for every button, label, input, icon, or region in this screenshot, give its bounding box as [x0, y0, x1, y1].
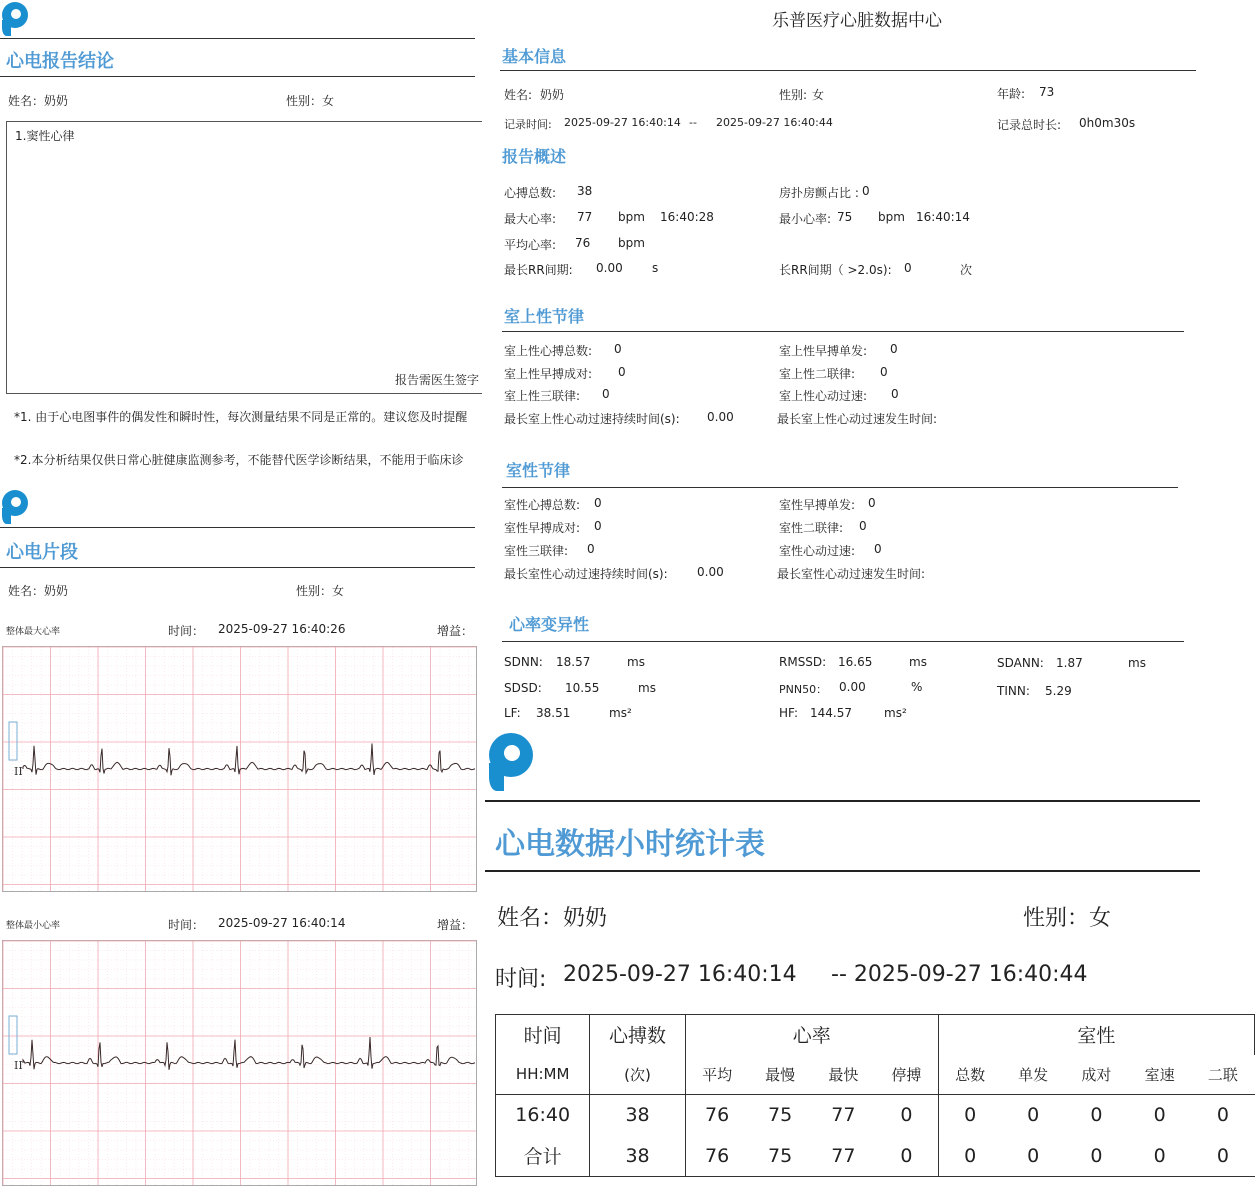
divider — [0, 38, 475, 39]
min-hr-time: 16:40:14 — [916, 210, 970, 224]
max-hr-unit: bpm — [618, 210, 645, 224]
long-rr-label: 长RR间期（ >2.0s): — [779, 263, 892, 277]
col-hr-max: 最快 — [812, 1055, 875, 1095]
strip-time-label: 时间： — [168, 918, 205, 932]
hf-unit: ms² — [884, 706, 907, 720]
record-start: 2025-09-27 16:40:14 — [564, 116, 681, 129]
cell-pause: 0 — [875, 1095, 938, 1136]
sv-total-value: 0 — [614, 342, 622, 356]
sv-single-label: 室上性早搏单发: — [779, 344, 868, 358]
cell-v-single: 0 — [1027, 1104, 1040, 1127]
report-panel — [490, 0, 1200, 720]
divider — [500, 70, 1196, 71]
sv-tachy-value: 0 — [891, 387, 899, 401]
lf-unit: ms² — [609, 706, 632, 720]
cell-beats: 38 — [590, 1095, 685, 1136]
calibration-pulse — [9, 1016, 17, 1054]
sdsd-unit: ms — [638, 681, 656, 695]
cell-min: 75 — [768, 1104, 793, 1127]
min-hr-unit: bpm — [878, 210, 905, 224]
cell-time: 合计 — [496, 1136, 590, 1177]
ecg-strip — [2, 940, 477, 1186]
v-tachy-label: 室性心动过速: — [779, 544, 856, 558]
v-trigeminy-label: 室性三联律: — [504, 544, 569, 558]
v-pair-value: 0 — [594, 519, 602, 533]
tinn-value: 5.29 — [1045, 684, 1072, 698]
patient-gender: 性别：女 — [1023, 906, 1112, 931]
cell-max: 77 — [812, 1136, 875, 1177]
col-v-big: 二联 — [1191, 1055, 1254, 1095]
col-time: 时间 — [496, 1015, 590, 1055]
age-label: 年龄: — [997, 87, 1026, 101]
col-hr-min: 最慢 — [748, 1055, 811, 1095]
divider — [485, 870, 1200, 872]
cell-v-tachy: 0 — [1153, 1104, 1166, 1127]
sdann-unit: ms — [1128, 656, 1146, 670]
calibration-pulse — [9, 722, 17, 760]
cell-v-pair: 0 — [1090, 1104, 1103, 1127]
sv-bigeminy-value: 0 — [880, 365, 888, 379]
sv-longest-tachy-time-label: 最长室上性心动过速发生时间: — [777, 412, 938, 426]
cell-min: 75 — [748, 1136, 811, 1177]
sdann-value: 1.87 — [1056, 656, 1083, 670]
pnn50-label: PNN50： — [779, 683, 828, 696]
name-label: 姓名: — [504, 88, 533, 102]
record-sep: -- — [689, 116, 697, 129]
sv-single-value: 0 — [890, 342, 898, 356]
gender-label: 性别: — [779, 88, 808, 102]
v-total-label: 室性心搏总数: — [504, 498, 581, 512]
min-hr-value: 75 — [837, 210, 853, 224]
lead-label: II — [14, 1059, 23, 1072]
col-hr-avg: 平均 — [685, 1055, 748, 1095]
divider — [502, 641, 1184, 642]
duration-label: 记录总时长: — [997, 118, 1062, 132]
sv-total-label: 室上性心搏总数: — [504, 344, 593, 358]
lepu-logo-icon — [2, 2, 28, 36]
duration-value: 0h0m30s — [1079, 116, 1136, 130]
cell-pause: 0 — [875, 1136, 938, 1177]
long-rr-unit: 次 — [960, 263, 973, 277]
sdnn-unit: ms — [627, 655, 645, 669]
ecg-waveform — [3, 647, 476, 891]
col-v-tachy: 室速 — [1128, 1055, 1191, 1095]
ecg-trace — [23, 1037, 475, 1070]
sv-title: 室上性节律 — [504, 307, 585, 326]
rmssd-value: 16.65 — [838, 655, 873, 669]
sign-note: 报告需医生签字 — [395, 373, 480, 387]
divider — [0, 527, 475, 528]
longest-rr-label: 最长RR间期: — [504, 263, 573, 277]
sdnn-label: SDNN: — [504, 655, 543, 669]
name-value: 奶奶 — [540, 88, 565, 102]
long-rr-value: 0 — [904, 261, 912, 275]
total-beats-value: 38 — [577, 184, 593, 198]
basic-info-title: 基本信息 — [502, 47, 567, 66]
v-longest-tachy-dur-label: 最长室性心动过速持续时间(s): — [504, 567, 668, 581]
longest-rr-value: 0.00 — [596, 261, 623, 275]
lf-label: LF: — [504, 706, 521, 720]
divider — [485, 800, 1200, 802]
conclusion-item: 1.窦性心律 — [15, 129, 75, 143]
pnn50-value: 0.00 — [839, 680, 866, 694]
sdsd-value: 10.55 — [565, 681, 600, 695]
lepu-logo-icon — [489, 733, 533, 791]
divider — [0, 567, 475, 568]
v-single-label: 室性早搏单发: — [779, 498, 856, 512]
sv-longest-tachy-dur-label: 最长室上性心动过速持续时间(s): — [504, 412, 680, 426]
sdann-label: SDANN: — [997, 656, 1044, 670]
sdnn-value: 18.57 — [556, 655, 591, 669]
overview-title: 报告概述 — [502, 147, 567, 166]
avg-hr-unit: bpm — [618, 236, 645, 250]
col-beats-sub: (次) — [590, 1055, 685, 1095]
v-single-value: 0 — [868, 496, 876, 510]
v-trigeminy-value: 0 — [587, 542, 595, 556]
rmssd-unit: ms — [909, 655, 927, 669]
strip-gain-label: 增益： — [437, 918, 474, 932]
max-hr-value: 77 — [577, 210, 593, 224]
record-end: 2025-09-27 16:40:44 — [716, 116, 833, 129]
col-v-pair: 成对 — [1065, 1055, 1128, 1095]
tinn-label: TINN: — [997, 684, 1030, 698]
cell-v-big: 0 — [1216, 1104, 1229, 1127]
pnn50-unit: % — [911, 680, 923, 694]
cell-max: 77 — [831, 1104, 856, 1127]
cell-beats: 38 — [590, 1136, 685, 1177]
avg-hr-value: 76 — [575, 236, 591, 250]
max-hr-time: 16:40:28 — [660, 210, 714, 224]
ecg-waveform — [3, 941, 476, 1185]
cell-v-single: 0 — [1001, 1136, 1064, 1177]
hourly-title: 心电数据小时统计表 — [495, 827, 765, 862]
sdsd-label: SDSD: — [504, 681, 542, 695]
v-bigeminy-label: 室性二联律: — [779, 521, 844, 535]
strip-gain-label: 增益： — [437, 624, 474, 638]
af-ratio-value: 0 — [862, 184, 870, 198]
v-longest-tachy-time-label: 最长室性心动过速发生时间: — [777, 567, 926, 581]
strip-time: 2025-09-27 16:40:26 — [218, 622, 346, 636]
sv-pair-value: 0 — [618, 365, 626, 379]
col-v: 室性 — [938, 1015, 1254, 1055]
time-start: 2025-09-27 16:40:14 — [563, 962, 797, 987]
hourly-panel — [485, 725, 1238, 1200]
ecg-strip — [2, 646, 477, 892]
longest-rr-unit: s — [652, 261, 659, 275]
sv-trigeminy-value: 0 — [602, 387, 610, 401]
strip-time-label: 时间： — [168, 624, 205, 638]
conclusion-box — [6, 121, 482, 394]
divider — [502, 331, 1184, 332]
patient-name: 姓名：奶奶 — [8, 584, 69, 598]
avg-hr-label: 平均心率: — [504, 238, 557, 252]
v-title: 室性节律 — [506, 461, 571, 480]
sv-bigeminy-label: 室上性二联律: — [779, 367, 856, 381]
table-row — [496, 1095, 1255, 1136]
v-pair-label: 室性早搏成对: — [504, 521, 581, 535]
cell-avg: 76 — [685, 1136, 748, 1177]
strip-label: 整体最大心率 — [6, 627, 61, 637]
cell-time: 16:40 — [496, 1095, 590, 1136]
time-label: 时间: — [495, 967, 547, 992]
disclaimer-2: *2.本分析结果仅供日常心脏健康监测参考，不能替代医学诊断结果，不能用于临床诊 — [14, 453, 464, 467]
cell-v-total: 0 — [938, 1136, 1001, 1177]
strip-time: 2025-09-27 16:40:14 — [218, 916, 346, 930]
hrv-title: 心率变异性 — [509, 615, 590, 634]
hf-label: HF: — [779, 706, 799, 720]
sv-trigeminy-label: 室上性三联律: — [504, 389, 581, 403]
v-total-value: 0 — [594, 496, 602, 510]
min-hr-label: 最小心率: — [779, 212, 832, 226]
col-v-total: 总数 — [938, 1055, 1001, 1095]
total-beats-label: 心搏总数: — [504, 186, 557, 200]
col-beats: 心搏数 — [590, 1015, 685, 1055]
hourly-stats-table — [495, 1014, 1255, 1177]
lead-label: II — [14, 765, 23, 778]
patient-gender: 性别：女 — [286, 94, 335, 108]
sv-tachy-label: 室上性心动过速: — [779, 389, 868, 403]
divider — [502, 487, 1178, 488]
time-end: -- 2025-09-27 16:40:44 — [831, 962, 1088, 987]
cell-v-tachy: 0 — [1128, 1136, 1191, 1177]
lepu-logo-icon — [2, 490, 28, 524]
af-ratio-label: 房扑房颤占比 : — [779, 186, 859, 200]
col-time-sub: HH:MM — [496, 1055, 590, 1095]
hf-value: 144.57 — [810, 706, 852, 720]
cell-v-big: 0 — [1191, 1136, 1254, 1177]
col-hr-pause: 停搏 — [875, 1055, 938, 1095]
sv-longest-tachy-dur-value: 0.00 — [707, 410, 734, 424]
sv-pair-label: 室上性早搏成对: — [504, 367, 593, 381]
age-value: 73 — [1039, 85, 1055, 99]
report-header: 乐普医疗心脏数据中心 — [772, 11, 942, 31]
gender-value: 女 — [812, 88, 825, 102]
v-longest-tachy-dur-value: 0.00 — [697, 565, 724, 579]
rmssd-label: RMSSD: — [779, 655, 827, 669]
max-hr-label: 最大心率: — [504, 212, 557, 226]
divider — [0, 76, 475, 77]
patient-gender: 性别：女 — [296, 584, 345, 598]
disclaimer-1: *1. 由于心电图事件的偶发性和瞬时性，每次测量结果不同是正常的。建议您及时提醒 — [14, 410, 468, 424]
lf-value: 38.51 — [536, 706, 571, 720]
strip-label: 整体最小心率 — [6, 921, 61, 931]
cell-v-total: 0 — [964, 1104, 977, 1127]
cell-avg: 76 — [685, 1095, 748, 1136]
col-v-single: 单发 — [1001, 1055, 1064, 1095]
col-hr: 心率 — [685, 1015, 938, 1055]
patient-name: 姓名：奶奶 — [497, 906, 608, 931]
conclusion-title: 心电报告结论 — [6, 51, 114, 72]
cell-v-pair: 0 — [1065, 1136, 1128, 1177]
segment-title: 心电片段 — [6, 542, 78, 563]
v-bigeminy-value: 0 — [859, 519, 867, 533]
table-row — [496, 1136, 1255, 1177]
record-time-label: 记录时间: — [504, 118, 552, 131]
patient-name: 姓名：奶奶 — [8, 94, 69, 108]
v-tachy-value: 0 — [874, 542, 882, 556]
